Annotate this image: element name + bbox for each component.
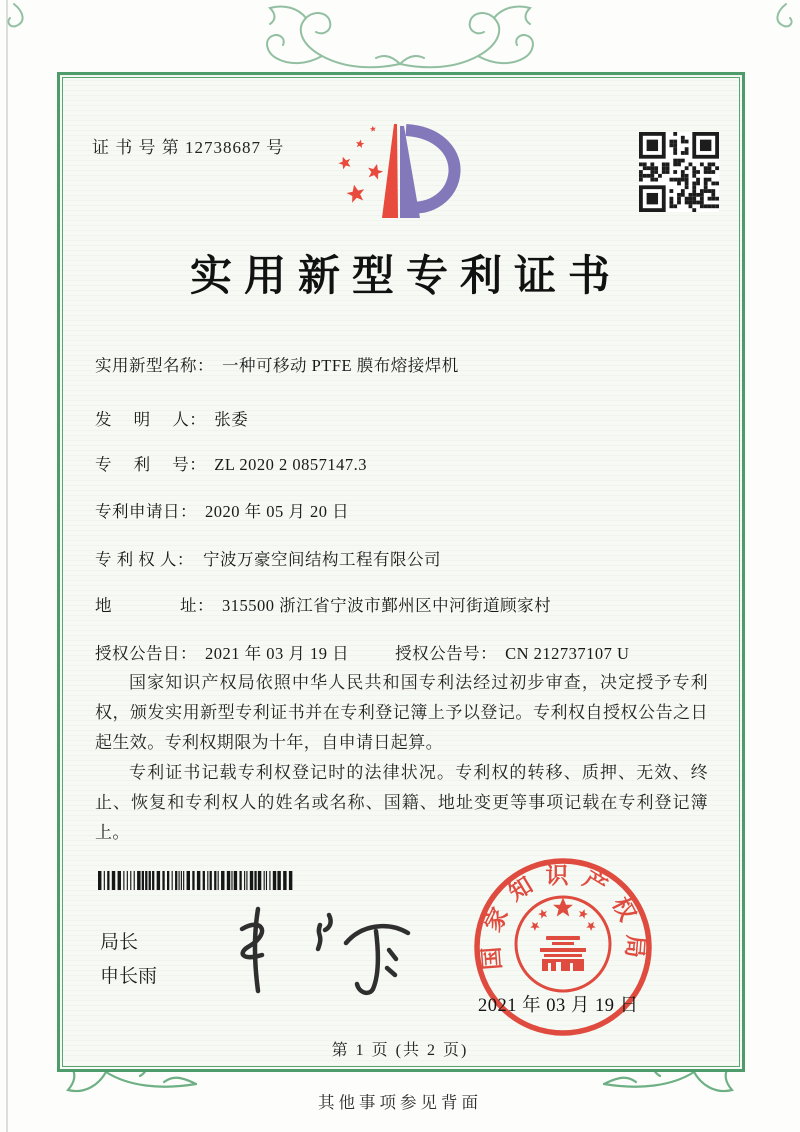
field-row-address [95, 592, 715, 616]
field-value: 315500 浙江省宁波市鄞州区中河街道顾家村 [222, 596, 552, 615]
field-value: 宁波万豪空间结构工程有限公司 [203, 550, 441, 569]
field-row-inventor [95, 406, 715, 430]
signer-name: 申长雨 [100, 966, 158, 987]
qr-code-icon [639, 132, 719, 212]
field-row-patent-number [95, 451, 715, 475]
field-label: 专 利 权 人： [95, 550, 194, 569]
legal-paragraph-grant: 国家知识产权局依照中华人民共和国专利法经过初步审查，决定授予专利权，颁发实用新型专利证书并在专利登记簿上予以登记。专利权自授权公告之日起生效。专利权期限为十年，自申请日起算。 [95, 673, 708, 752]
legal-text-block [95, 668, 708, 848]
certificate-title: 实用新型专利证书 [189, 254, 622, 300]
back-note: 其他事项参见背面 [318, 1093, 482, 1112]
field-row-filing-date [95, 498, 715, 522]
field-label: 授权公告号： [395, 644, 498, 663]
field-value: CN 212737107 U [505, 644, 630, 663]
field-row-name [95, 352, 715, 376]
page-number: 第 1 页 (共 2 页) [331, 1042, 469, 1059]
cnipa-logo-icon [336, 114, 468, 224]
field-label: 专 利 号： [95, 455, 207, 474]
field-value: 2020 年 05 月 20 日 [205, 502, 350, 521]
field-label: 专利申请日： [95, 502, 197, 521]
field-label: 实用新型名称： [95, 356, 214, 375]
seal-agency-text: 国家知识产权局 [477, 863, 649, 971]
field-value: 张委 [214, 410, 249, 429]
barcode-icon [98, 871, 295, 890]
signer-title: 局长 [100, 932, 139, 953]
signer-block [100, 926, 157, 994]
field-label: 地 址： [95, 596, 214, 615]
field-value: 2021 年 03 月 19 日 [205, 644, 350, 663]
field-value: ZL 2020 2 0857147.3 [214, 455, 368, 474]
legal-paragraph-register: 专利证书记载专利权登记时的法律状况。专利权的转移、质押、无效、终止、恢复和专利权人的姓名或名称、国籍、地址变更等事项记载在专利登记簿上。 [95, 763, 708, 842]
field-row-grant [95, 640, 715, 664]
director-signature-icon [228, 903, 418, 998]
field-label: 授权公告日： [95, 644, 197, 663]
field-label: 发 明 人： [95, 410, 207, 429]
seal-date: 2021 年 03 月 19 日 [478, 996, 639, 1016]
certificate-number: 证 书 号 第 12738687 号 [92, 138, 285, 157]
field-value: 一种可移动 PTFE 膜布熔接焊机 [222, 356, 459, 375]
field-row-patentee [95, 546, 715, 570]
national-emblem-icon [516, 897, 610, 991]
